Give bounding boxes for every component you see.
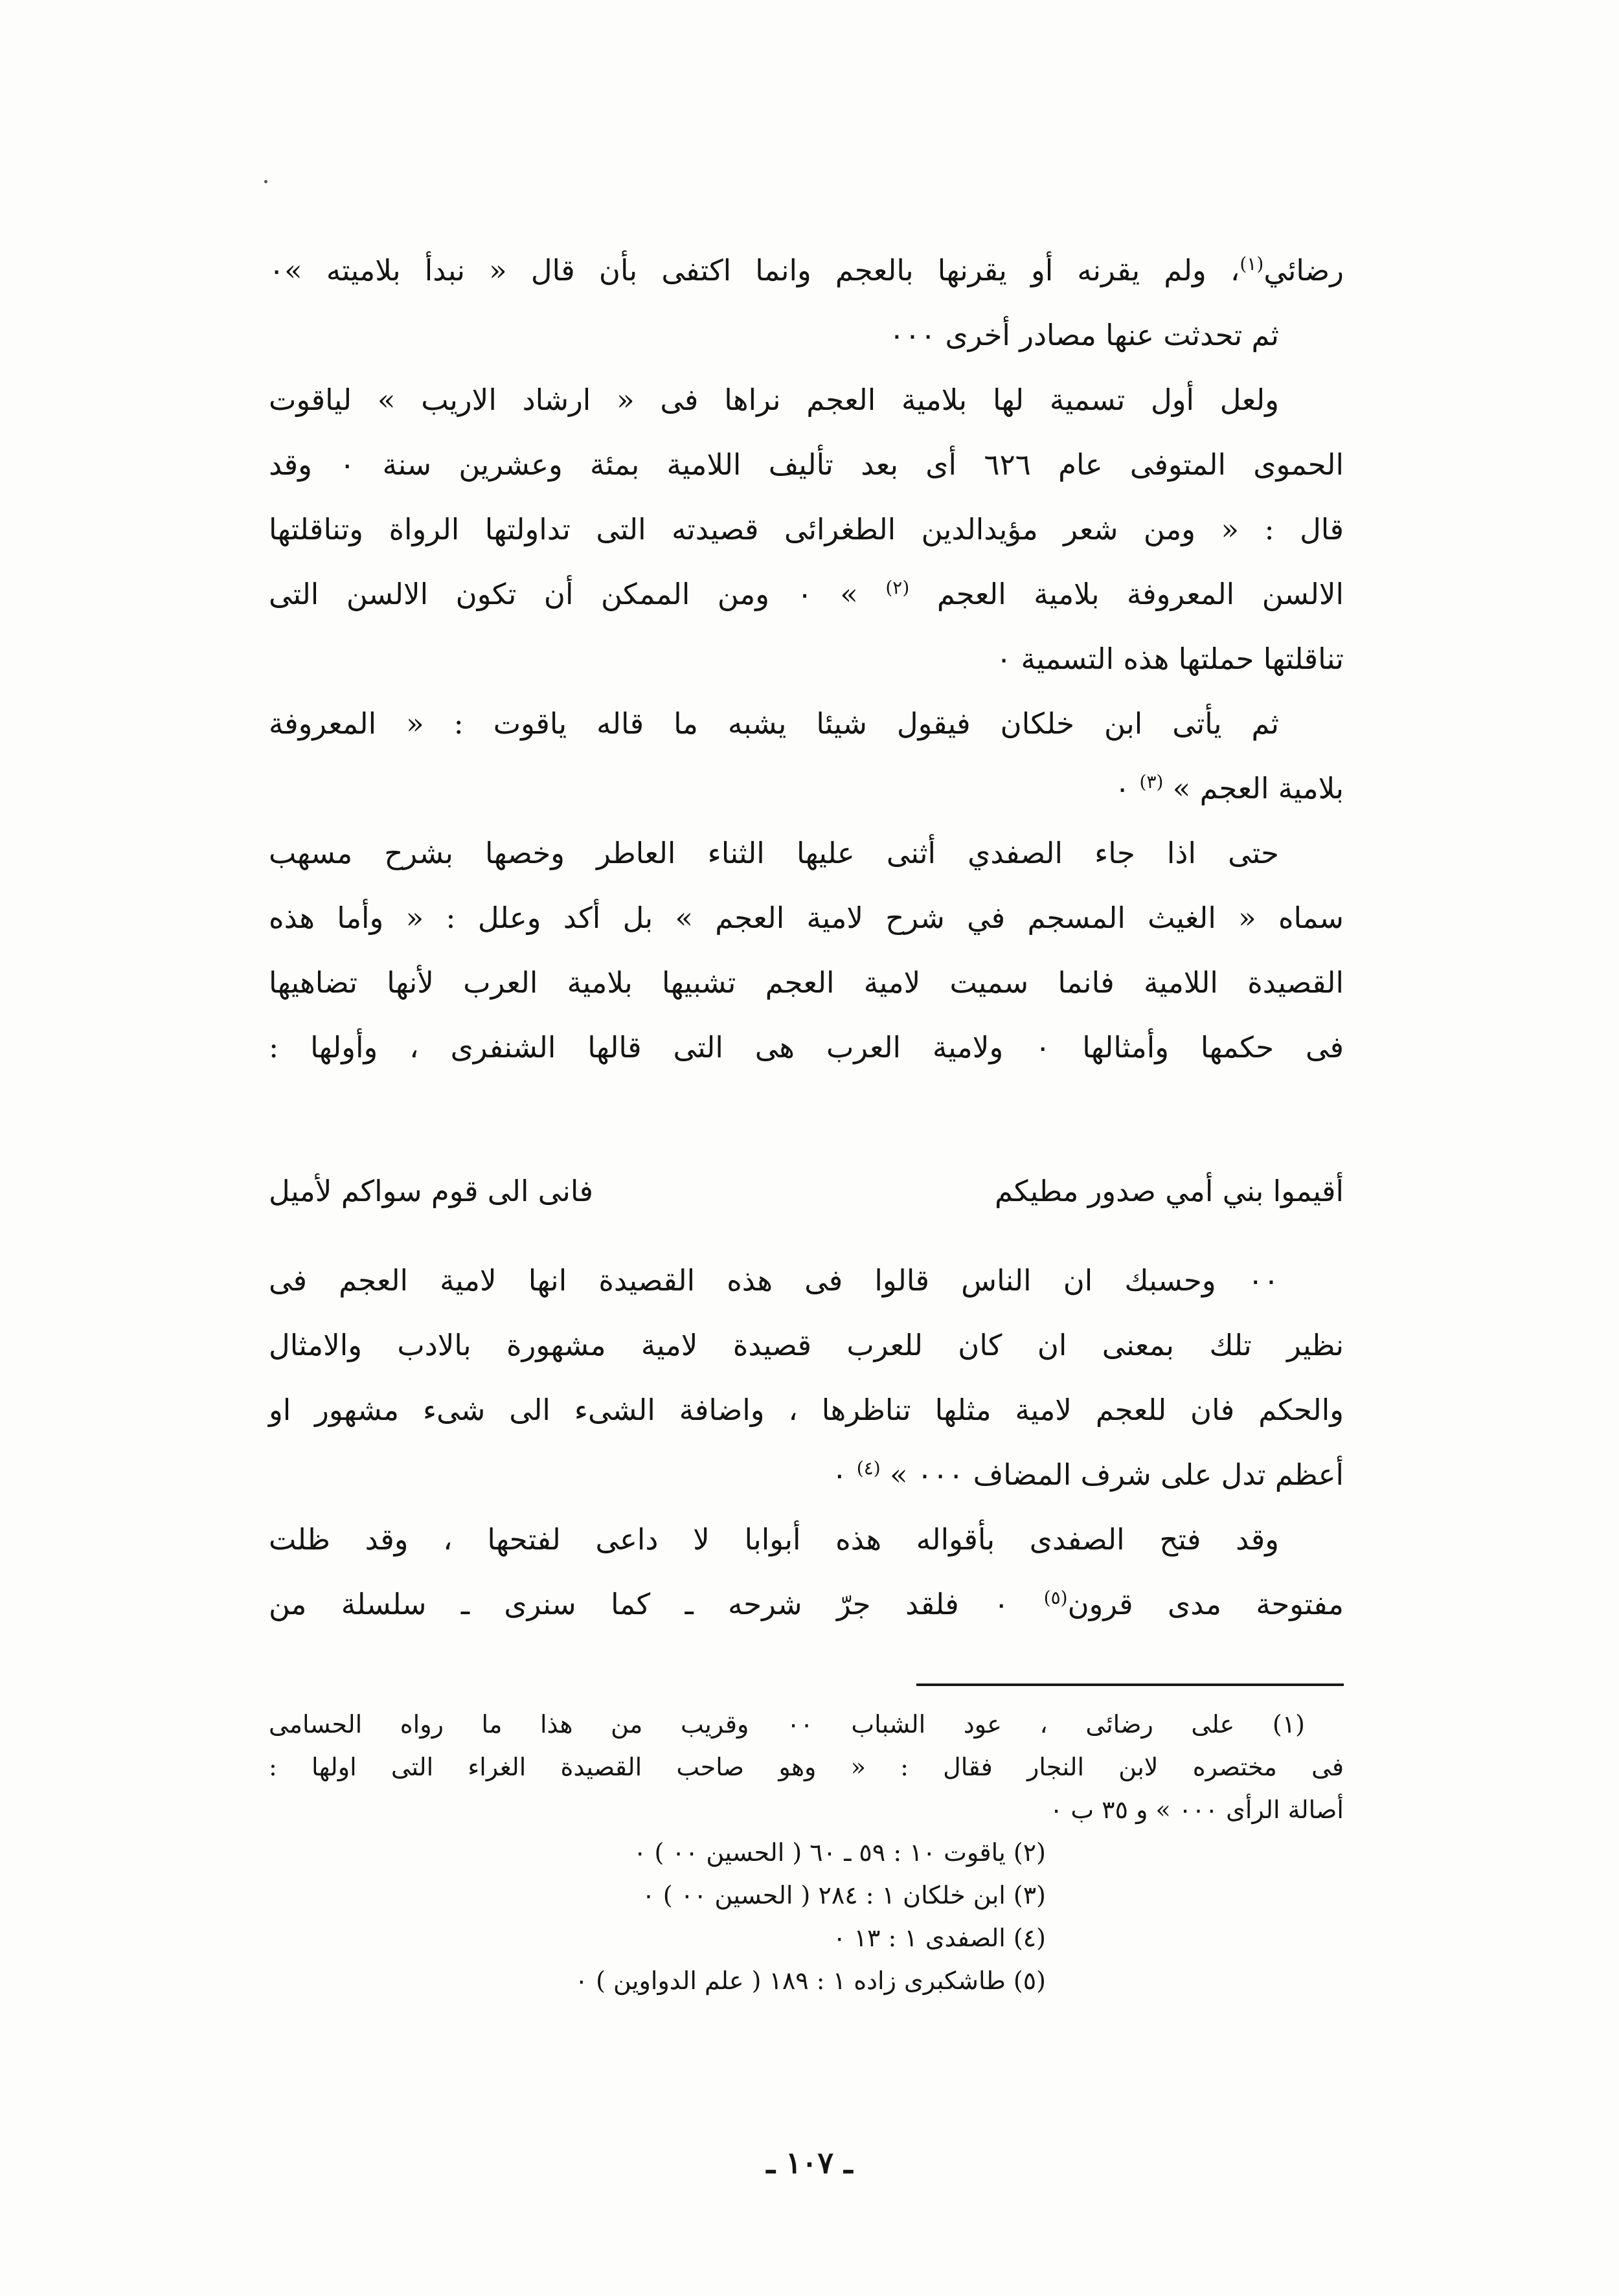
page-number: ـ ١٠٧ ـ [766, 2145, 853, 2180]
text-line: فى حكمها وأمثالها ٠ ولامية العرب هى التى قالها الشنفرى ، وأولها : [269, 1030, 1344, 1064]
text-line: الالسن المعروفة بلامية العجم $^{(٢)}$ » ٠ ومن الممكن أن تكون الالسن التى [269, 577, 1344, 611]
footnote-ref: (٢) [885, 577, 910, 598]
footnotes [269, 1703, 1344, 2002]
footnote-line: فى مختصره لابن النجار فقال : « وهو صاحب القصيدة الغراء التى اولها : [269, 1753, 1344, 1781]
text-line: قال : « ومن شعر مؤيدالدين الطغرائى قصيدته التى تداولتها الرواة وتناقلتها [269, 512, 1344, 546]
footnote-separator [916, 1683, 1344, 1686]
footnote-ref: (٥) [1043, 1587, 1068, 1608]
footnote-ref: (١) [1240, 253, 1264, 275]
text-line: سماه « الغيث المسجم في شرح لامية العجم » بل أكد وعلل : « وأما هذه [269, 901, 1344, 935]
footnote-ref: (٤) [856, 1458, 881, 1479]
verse-first-hemistich: أقيموا بني أمي صدور مطيكم [995, 1174, 1344, 1208]
footnote-line: (٥) طاشكبرى زاده ١ : ١٨٩ ( علم الدواوين ) ٠ [574, 1966, 1046, 1995]
verse-second-hemistich: فانى الى قوم سواكم لأميل [269, 1174, 594, 1208]
text-line: الحموى المتوفى عام ٦٢٦ أى بعد تأليف اللامية بمئة وعشرين سنة ٠ وقد [269, 447, 1344, 482]
footnote-line: (٤) الصفدى ١ : ١٣ ٠ [833, 1924, 1046, 1952]
text-line: ولعل أول تسمية لها بلامية العجم نراها فى « ارشاد الاريب » لياقوت [269, 383, 1279, 417]
footnote-line: (٢) ياقوت ١٠ : ٥٩ ـ ٦٠ ( الحسين ٠٠ ) ٠ [633, 1838, 1046, 1867]
footnote-ref: (٣) [1139, 771, 1164, 793]
text-line: حتى اذا جاء الصفدي أثنى عليها الثناء العاطر وخصها بشرح مسهب [269, 836, 1279, 870]
text-line: والحكم فان للعجم لامية مثلها تناظرها ، واضافة الشىء الى شىء مشهور او [269, 1393, 1344, 1427]
text-line: مفتوحة مدى قرون$^{(٥)}$ ٠ فلقد جرّ شرحه ـ كما سنرى ـ سلسلة من [269, 1587, 1344, 1621]
text-line: ثم يأتى ابن خلكان فيقول شيئا يشبه ما قاله ياقوت : « المعروفة [269, 706, 1279, 741]
footnote-line: (٣) ابن خلكان ١ : ٢٨٤ ( الحسين ٠٠ ) ٠ [642, 1881, 1046, 1909]
text-line: نظير تلك بمعنى ان كان للعرب قصيدة لامية مشهورة بالادب والامثال [269, 1328, 1344, 1362]
text-line: ثم تحدثت عنها مصادر أخرى ٠٠٠ [889, 318, 1279, 352]
text-line: رضائي$^{(١)}$، ولم يقرنه أو يقرنها بالعجم وانما اكتفى بأن قال « نبدأ بلاميته »٠ [269, 253, 1344, 287]
text-line: ٠٠ وحسبك ان الناس قالوا فى هذه القصيدة انها لامية العجم فى [269, 1263, 1279, 1298]
text-line: تناقلتها حملتها هذه التسمية ٠ [996, 642, 1344, 676]
text-line: بلامية العجم » $^{(٣)}$ ٠ [1115, 771, 1344, 805]
scan-speck [264, 180, 267, 183]
text-line: القصيدة اللامية فانما سميت لامية العجم تشبيها بلامية العرب لأنها تضاهيها [269, 965, 1344, 1000]
main-text-block-1 [269, 238, 1344, 1080]
text-line: أعظم تدل على شرف المضاف ٠٠٠ » $^{(٤)}$ ٠ [832, 1458, 1344, 1492]
text-line: وقد فتح الصفدى بأقواله هذه أبوابا لا داعى لفتحها ، وقد ظلت [269, 1522, 1279, 1557]
poetry-verse [269, 1159, 1344, 1224]
footnote-line: أصالة الرأى ٠٠٠ » و ٣٥ ب ٠ [1049, 1795, 1344, 1824]
footnote-line: (١) على رضائى ، عود الشباب ٠٠ وقريب من هذا ما رواه الحسامى [269, 1710, 1305, 1739]
main-text-block-2 [269, 1248, 1344, 1637]
